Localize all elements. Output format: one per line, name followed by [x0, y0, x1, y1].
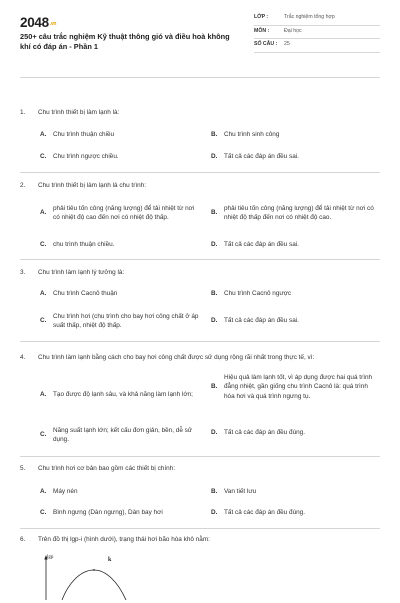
- option-letter: C.: [40, 241, 47, 248]
- answer-option[interactable]: [40, 130, 200, 139]
- option-letter: D.: [211, 317, 218, 325]
- option-text: Năng suất lạnh lớn; kết cấu đơn giản, bền, dễ sử dụng.: [53, 426, 193, 443]
- y-axis-label: lgp: [47, 555, 54, 560]
- critical-point-label: k: [108, 557, 112, 563]
- option-letter: B.: [211, 131, 218, 138]
- option-text: chu trình thuận chiều.: [53, 241, 115, 248]
- meta-row-class: [254, 12, 380, 26]
- question-number: 4.: [20, 354, 26, 361]
- document-header: [0, 0, 400, 66]
- option-letter: C.: [40, 153, 47, 160]
- option-letter: D.: [211, 429, 218, 436]
- critical-point: [93, 569, 95, 571]
- question-1: [20, 108, 380, 117]
- answer-option[interactable]: [40, 240, 200, 249]
- option-letter: B.: [211, 290, 218, 297]
- divider: [20, 528, 380, 529]
- answer-option[interactable]: [211, 310, 380, 332]
- question-header: [20, 464, 380, 473]
- question-header: [20, 108, 380, 117]
- question-number: 6.: [20, 536, 26, 543]
- diagram-svg: [40, 552, 140, 600]
- answer-option[interactable]: [211, 362, 380, 412]
- answer-option[interactable]: [40, 508, 200, 517]
- lgp-i-diagram: [40, 552, 140, 600]
- option-letter: B.: [211, 383, 218, 391]
- question-number: 1.: [20, 109, 26, 116]
- question-number: 5.: [20, 465, 26, 472]
- option-text: Tạo được độ lạnh sâu, và khả năng làm lạnh lớn;: [53, 391, 193, 399]
- answer-option[interactable]: [211, 487, 380, 496]
- option-text: phải tiêu tốn công (năng lượng) để tải nhiệt từ nơi có nhiệt độ thấp đến nơi có nhiệt độ cao.: [224, 204, 374, 221]
- question-text: Chu trình làm lạnh lý tưởng là:: [38, 269, 125, 276]
- saturation-curve: [62, 570, 126, 600]
- option-letter: A.: [40, 391, 47, 399]
- answer-option[interactable]: [211, 428, 380, 437]
- answer-option[interactable]: [40, 198, 200, 228]
- question-4: [20, 353, 380, 362]
- option-text: Tất cả các đáp án đều đúng.: [224, 509, 306, 516]
- answer-option[interactable]: [211, 198, 380, 228]
- question-5: [20, 464, 380, 473]
- divider: [20, 341, 380, 342]
- option-text: Chu trình Cacnô thuận: [53, 290, 118, 297]
- option-letter: C.: [40, 317, 47, 325]
- meta-row-count: [254, 39, 380, 53]
- meta-value: Trắc nghiệm tổng hợp: [284, 14, 335, 21]
- divider: [20, 259, 380, 260]
- option-text: Chu trình sinh công: [224, 131, 280, 138]
- document-meta: [254, 12, 380, 53]
- question-header: [20, 181, 380, 190]
- question-2: [20, 181, 380, 190]
- option-letter: B.: [211, 209, 218, 217]
- question-number: 2.: [20, 182, 26, 189]
- answer-option[interactable]: [40, 420, 200, 450]
- meta-label: SỐ CÂU :: [254, 41, 278, 48]
- option-text: Tất cả các đáp án đều sai.: [224, 317, 299, 325]
- option-letter: D.: [211, 241, 218, 248]
- option-text: Chu trình hơi (chu trình cho bay hơi công chất ở áp suất thấp, nhiệt độ thấp.: [53, 312, 199, 329]
- option-text: Máy nén: [53, 488, 78, 495]
- answer-option[interactable]: [211, 508, 380, 517]
- question-number: 3.: [20, 269, 26, 276]
- question-text: Chu trình làm lạnh bằng cách cho bay hơi công chất được sử dụng rộng rãi nhất trong thực tế, vì:: [38, 354, 315, 361]
- question-text: Chu trình hơi cơ bản bao gồm các thiết bị chính:: [38, 465, 175, 472]
- option-text: Bình ngưng (Dàn ngưng), Dàn bay hơi: [53, 509, 163, 516]
- question-header: [20, 353, 380, 362]
- logo-suffix: .vn: [49, 21, 57, 27]
- answer-option[interactable]: [211, 240, 380, 249]
- divider: [20, 77, 380, 78]
- option-text: Van tiết lưu: [224, 488, 257, 495]
- question-text: Chu trình thiết bị làm lạnh là chu trình:: [38, 182, 146, 189]
- option-letter: A.: [40, 131, 47, 138]
- meta-value: Đại học: [284, 27, 302, 34]
- answer-option[interactable]: [211, 152, 380, 161]
- option-letter: A.: [40, 209, 47, 217]
- question-text: Trên đồ thị lgp-i (hình dưới), trạng thái hơi bão hòa khô nằm:: [38, 536, 210, 543]
- logo-main: 2048: [20, 15, 49, 30]
- option-text: Chu trình thuận chiều: [53, 131, 115, 138]
- answer-option[interactable]: [40, 310, 200, 332]
- option-text: Tất cả các đáp án đều sai.: [224, 153, 299, 160]
- option-text: Chu trình ngược chiều.: [53, 153, 119, 160]
- meta-row-subject: [254, 26, 380, 40]
- question-header: [20, 268, 380, 277]
- answer-option[interactable]: [211, 130, 380, 139]
- option-text: Chu trình Cacnô ngược: [224, 290, 292, 297]
- option-letter: D.: [211, 509, 218, 516]
- option-letter: C.: [40, 431, 47, 439]
- question-header: [20, 535, 380, 544]
- option-text: Hiệu quả làm lạnh tốt, vì áp dụng được hai quá trình đẳng nhiệt, gần giống chu trình Cacnô là: quá trình hóa hơi và quá trình ngưng tụ.: [224, 374, 373, 400]
- divider: [20, 456, 380, 457]
- question-3: [20, 268, 380, 277]
- option-letter: B.: [211, 488, 218, 495]
- meta-value: 25: [284, 41, 290, 48]
- option-letter: C.: [40, 509, 47, 516]
- site-logo[interactable]: [20, 13, 56, 33]
- meta-label: LỚP :: [254, 14, 269, 21]
- option-letter: A.: [40, 488, 47, 495]
- meta-label: MÔN :: [254, 27, 270, 34]
- answer-option[interactable]: [40, 152, 200, 161]
- question-6: [20, 535, 380, 544]
- document-title: 250+ câu trắc nghiệm Kỹ thuật thông gió và điều hoà không khí có đáp án - Phần 1: [20, 32, 230, 51]
- answer-option[interactable]: [40, 289, 200, 298]
- option-text: phải tiêu tốn công (năng lượng) để tải nhiệt từ nơi có nhiệt độ cao đến nơi có nhiệt độ thấp.: [53, 204, 195, 221]
- option-text: Tất cả các đáp án đều đúng.: [224, 429, 306, 436]
- option-letter: A.: [40, 290, 47, 297]
- divider: [20, 172, 380, 173]
- answer-option[interactable]: [40, 375, 200, 415]
- answer-option[interactable]: [211, 289, 380, 298]
- answer-option[interactable]: [40, 487, 200, 496]
- option-text: Tất cả các đáp án đều sai.: [224, 241, 299, 248]
- question-text: Chu trình thiết bị làm lạnh là:: [38, 109, 120, 116]
- option-letter: D.: [211, 153, 218, 160]
